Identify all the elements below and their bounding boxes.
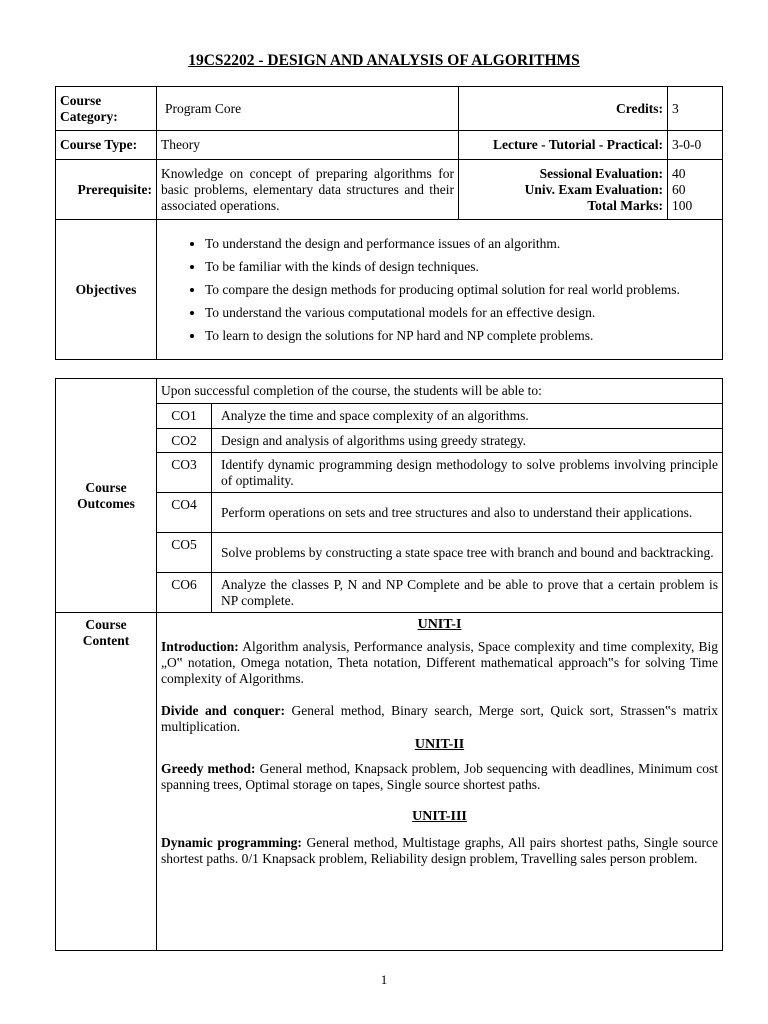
- outcome-code: CO5: [157, 533, 212, 573]
- ltp-value: 3-0-0: [668, 131, 723, 160]
- type-row: [56, 131, 723, 160]
- unit-3-heading: UNIT-III: [412, 809, 467, 824]
- outcomes-intro-row: [56, 379, 723, 404]
- category-row: [56, 87, 723, 131]
- ltp-label: Lecture - Tutorial - Practical:: [459, 131, 668, 160]
- outcome-code: CO3: [157, 453, 212, 493]
- total-label: Total Marks:: [587, 197, 663, 213]
- content-label-line2: Content: [82, 633, 130, 648]
- total-value: 100: [672, 197, 693, 213]
- objective-item: • To understand the various computational models for an effective design.: [205, 305, 722, 321]
- content-label: [56, 613, 157, 951]
- outcome-row: [56, 453, 723, 493]
- objectives-cell: [157, 220, 723, 360]
- sessional-value: 40: [672, 165, 686, 181]
- outcome-text: Analyze the classes P, N and NP Complete and be able to prove that a certain problem is NP complete.: [212, 573, 723, 613]
- exam-label: Univ. Exam Evaluation:: [524, 181, 663, 197]
- prereq-row: [56, 160, 723, 220]
- outcome-row: [56, 429, 723, 453]
- outcome-text: Design and analysis of algorithms using greedy strategy.: [212, 429, 723, 453]
- content-cell: [157, 613, 723, 951]
- outcomes-label: [56, 379, 157, 613]
- document-title: 19CS2202 - DESIGN AND ANALYSIS OF ALGORITHMS: [188, 52, 580, 69]
- divide-conquer-label: Divide and conquer:: [161, 703, 286, 718]
- unit-2-heading: UNIT-II: [414, 737, 465, 752]
- unit-3-dynamic: [161, 835, 718, 867]
- unit-1-heading: UNIT-I: [417, 617, 462, 632]
- outcomes-label-line1: Course: [85, 479, 127, 495]
- greedy-label: Greedy method:: [161, 761, 256, 776]
- dynamic-text: General method, Multistage graphs, All pairs shortest paths, Single source shortest paths. 0/1 Knapsack problem, Reliability design problem, Travelling sales person problem.: [161, 835, 719, 866]
- outcome-text: Perform operations on sets and tree structures and also to understand their applications.: [212, 493, 723, 533]
- objective-item: • To understand the design and performance issues of an algorithm.: [205, 236, 722, 252]
- objective-item: • To compare the design methods for producing optimal solution for real world problems.: [205, 282, 722, 298]
- unit-1-introduction: [161, 639, 718, 687]
- content-row: [56, 613, 723, 951]
- objectives-label: Objectives: [56, 220, 157, 360]
- outcome-text: Identify dynamic programming design methodology to solve problems involving principle of optimality.: [212, 453, 723, 493]
- category-value: Program Core: [157, 87, 459, 131]
- credits-value: 3: [668, 87, 723, 131]
- prereq-label: Prerequisite:: [56, 160, 157, 220]
- evaluation-values: [668, 160, 723, 220]
- outcome-code: CO4: [157, 493, 212, 533]
- sessional-label: Sessional Evaluation:: [539, 165, 663, 181]
- outcomes-intro: Upon successful completion of the course, the students will be able to:: [157, 379, 723, 404]
- type-value: Theory: [157, 131, 459, 160]
- outcome-code: CO2: [157, 429, 212, 453]
- page-number: 1: [380, 972, 388, 987]
- outcome-row: [56, 573, 723, 613]
- unit-2-greedy: [161, 761, 718, 793]
- introduction-label: Introduction:: [161, 639, 239, 654]
- divide-conquer-text: General method, Binary search, Merge sort, Quick sort, Strassen‟s matrix multiplication.: [161, 703, 719, 734]
- type-label: Course Type:: [56, 131, 157, 160]
- course-info-table: [55, 86, 723, 360]
- outcome-text: Solve problems by constructing a state space tree with branch and bound and backtracking.: [212, 533, 723, 573]
- outcomes-content-table: [55, 378, 723, 951]
- content-label-line1: Course: [85, 617, 127, 632]
- objectives-row: [56, 220, 723, 360]
- prereq-value: Knowledge on concept of preparing algorithms for basic problems, elementary data structures and their associated operations.: [157, 160, 459, 220]
- dynamic-label: Dynamic programming:: [161, 835, 302, 850]
- objective-item: • To be familiar with the kinds of design techniques.: [205, 259, 722, 275]
- outcome-row: [56, 533, 723, 573]
- exam-value: 60: [672, 181, 686, 197]
- evaluation-labels: [459, 160, 668, 220]
- credits-label: Credits:: [459, 87, 668, 131]
- unit-1-divide-conquer: [161, 703, 718, 735]
- category-label: Course Category:: [56, 87, 157, 131]
- greedy-text: General method, Knapsack problem, Job sequencing with deadlines, Minimum cost spanning trees, Optimal storage on tapes, Single source shortest paths.: [161, 761, 719, 792]
- objective-item: • To learn to design the solutions for NP hard and NP complete problems.: [205, 328, 722, 344]
- outcome-row: [56, 404, 723, 429]
- outcome-code: CO1: [157, 404, 212, 429]
- outcome-text: Analyze the time and space complexity of an algorithms.: [212, 404, 723, 429]
- outcome-code: CO6: [157, 573, 212, 613]
- objectives-list: [157, 236, 722, 344]
- outcome-row: [56, 493, 723, 533]
- outcomes-label-line2: Outcomes: [77, 495, 135, 511]
- introduction-text: Algorithm analysis, Performance analysis, Space complexity and time complexity, Big „O‟ notation, Omega notation, Theta notation, Different mathematical approach‟s for solving Time complexity of Algorithms.: [161, 639, 719, 686]
